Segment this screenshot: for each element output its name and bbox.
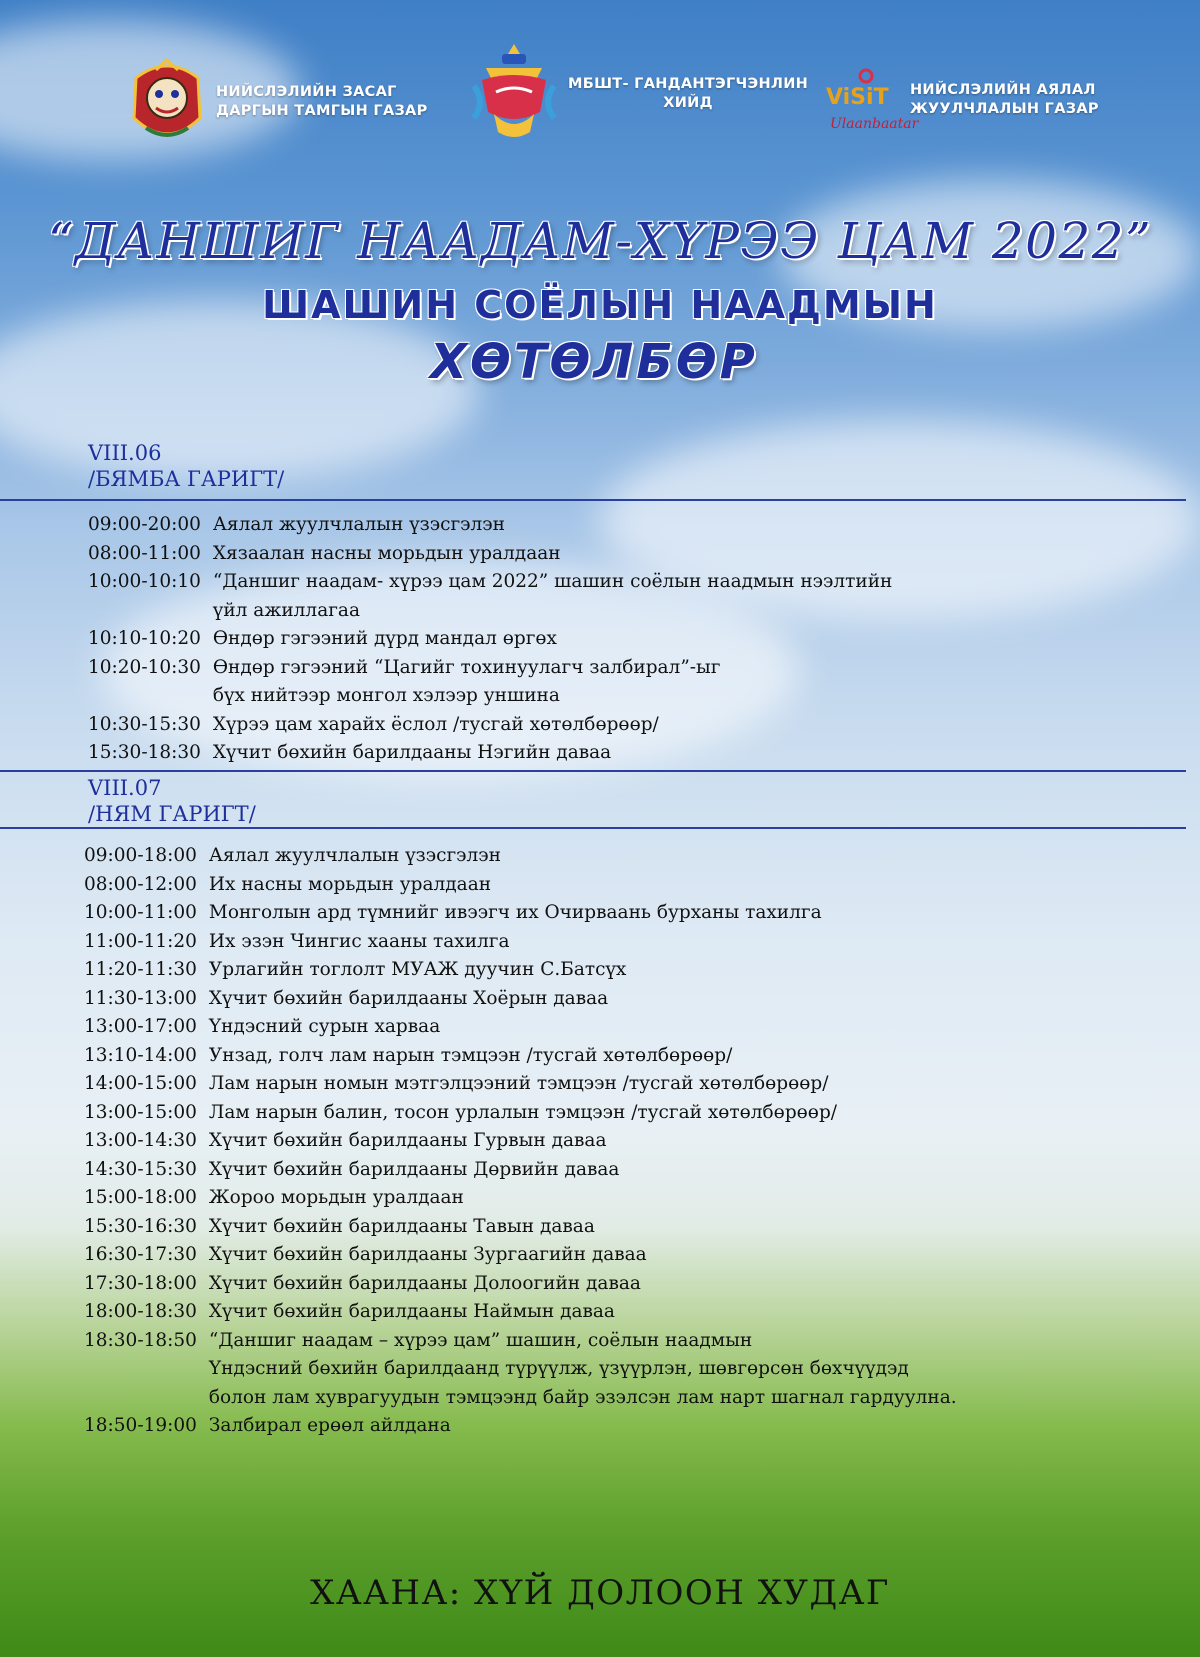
schedule-row [0,711,1200,740]
schedule-row [0,1013,1200,1042]
schedule-time: 18:50-19:00 [84,1415,197,1436]
schedule-row [0,1042,1200,1071]
schedule-description: үйл ажиллагаа [212,599,360,621]
schedule-row [0,1184,1200,1213]
schedule-row [0,1213,1200,1242]
logo-caption [216,83,428,121]
schedule-row [0,956,1200,985]
logo-caption-line: ДАРГЫН ТАМГЫН ГАЗАР [216,103,428,119]
day-header [88,775,256,827]
section-divider [0,499,1186,501]
schedule-time: 18:00-18:30 [84,1301,197,1322]
schedule-row [0,1070,1200,1099]
logo-tourism-department [822,64,1099,136]
schedule-row [0,1241,1200,1270]
schedule-row [0,899,1200,928]
schedule-time: 10:10-10:20 [88,628,201,649]
schedule-row [0,540,1200,569]
schedule-description: Үндэсний бөхийн барилдаанд түрүүлж, үзүүрлэн, шөвгөрсөн бөхчүүдэд [208,1358,909,1379]
schedule-time: 14:00-15:00 [84,1073,197,1094]
schedule-time: 08:00-12:00 [84,873,197,895]
event-location: ХААНА: ХҮЙ ДОЛООН ХУДАГ [310,1573,890,1613]
logo-caption-line: НИЙСЛЭЛИЙН ЗАСАГ [216,84,397,100]
day-weekday: /БЯМБА ГАРИГТ/ [88,467,285,491]
schedule-time: 15:30-16:30 [84,1215,197,1237]
schedule-row [0,1156,1200,1185]
schedule-description: Лам нарын балин, тосон урлалын тэмцээн /тусгай хөтөлбөрөөр/ [208,1101,838,1123]
schedule-time: 13:10-14:00 [84,1044,197,1066]
day-weekday: /НЯМ ГАРИГТ/ [88,802,256,826]
schedule-description: Хүчит бөхийн барилдааны Дөрвийн даваа [208,1158,620,1180]
visit-logo-script: Ulaanbaatar [830,116,919,132]
schedule-description: Монголын ард түмнийг ивээгч их Очирваань бурханы тахилга [208,902,822,923]
schedule-row [0,597,1200,626]
schedule-description: болон лам хуврагуудын тэмцээнд байр эзэлсэн лам нарт шагнал гардуулна. [208,1386,957,1408]
schedule-row [0,511,1200,540]
schedule-row [0,682,1200,711]
schedule-time: 08:00-11:00 [88,542,201,564]
schedule-description: Хүчит бөхийн барилдааны Наймын даваа [208,1301,615,1322]
schedule-description: Урлагийн тоглолт МУАЖ дуучин С.Батсүх [208,959,627,980]
schedule-row [0,625,1200,654]
buddhist-temple-emblem-icon [466,40,562,148]
schedule-description: “Даншиг наадам- хүрээ цам 2022” шашин соёлын наадмын нээлтийн [212,571,893,592]
schedule-description: бүх нийтээр монгол хэлээр уншина [212,685,560,706]
poster-program-heading: ХӨТӨЛБӨР [430,334,758,390]
schedule-row [0,654,1200,683]
schedule-time: 13:00-15:00 [84,1101,197,1123]
schedule-row [0,842,1200,871]
schedule-time: 14:30-15:30 [84,1158,197,1180]
schedule-description: Аялал жуулчлалын үзэсгэлэн [212,514,505,535]
logo-caption-line: ЖУУЛЧЛАЛЫН ГАЗАР [910,101,1099,117]
schedule-row [0,1412,1200,1441]
schedule-time: 09:00-20:00 [88,514,201,535]
schedule-description: Хүчит бөхийн барилдааны Нэгийн даваа [212,742,612,763]
schedule-description: Хүчит бөхийн барилдааны Гурвын даваа [208,1130,607,1151]
schedule-time: 13:00-14:30 [84,1130,197,1151]
schedule-time: 15:30-18:30 [88,742,201,763]
schedule-description: Хязаалан насны морьдын уралдаан [212,542,561,564]
schedule-row [0,739,1200,768]
schedule-list [0,842,1200,1441]
logo-caption-line: ХИЙД [663,95,713,111]
logo-caption [910,81,1099,119]
schedule-row [0,568,1200,597]
schedule-row [0,871,1200,900]
schedule-row [0,985,1200,1014]
visit-logo-letters: ViSiT [826,85,889,110]
logo-caption-line: НИЙСЛЭЛИЙН АЯЛАЛ [910,82,1096,98]
schedule-description: Өндөр гэгээний “Цагийг тохинуулагч залбирал”-ыг [212,656,721,678]
schedule-description: Залбирал ерөөл айлдана [208,1415,451,1436]
schedule-time: 13:00-17:00 [84,1016,197,1037]
schedule-row [0,1298,1200,1327]
visit-ulaanbaatar-logo-icon [822,64,919,136]
schedule-time: 10:00-11:00 [84,902,197,923]
schedule-description: Хүчит бөхийн барилдааны Зургаагийн даваа [208,1244,647,1265]
schedule-description: Хүчит бөхийн барилдааны Долоогийн даваа [208,1272,641,1294]
day-date: VIII.06 [88,441,162,465]
day-header [88,440,284,492]
schedule-time: 15:00-18:00 [84,1187,197,1208]
schedule-row [0,928,1200,957]
schedule-time: 09:00-18:00 [84,845,197,866]
schedule-time: 10:20-10:30 [88,656,201,678]
poster-subtitle: ШАШИН СОЁЛЫН НААДМЫН [262,283,938,327]
logo-city-governor [126,58,428,146]
schedule-row [0,1355,1200,1384]
schedule-time: 11:00-11:20 [84,930,197,952]
schedule-time: 18:30-18:50 [84,1329,197,1351]
schedule-time: 11:30-13:00 [84,987,197,1009]
schedule-row [0,1384,1200,1413]
schedule-description: Жороо морьдын уралдаан [208,1187,464,1208]
day-date: VIII.07 [88,776,162,800]
mongolian-mask-emblem-icon [126,58,208,146]
schedule-row [0,1327,1200,1356]
section-divider [0,770,1186,772]
schedule-time: 10:00-10:10 [88,571,201,592]
section-divider [0,827,1186,829]
schedule-description: Хүчит бөхийн барилдааны Хоёрын даваа [208,987,609,1009]
schedule-list [0,511,1200,768]
schedule-description: Аялал жуулчлалын үзэсгэлэн [208,845,501,866]
schedule-description: Үндэсний сурын харваа [208,1016,441,1037]
logo-caption [568,75,808,113]
schedule-description: Унзад, голч лам нарын тэмцээн /тусгай хөтөлбөрөөр/ [208,1044,733,1066]
schedule-time: 11:20-11:30 [84,959,197,980]
schedule-description: Хүчит бөхийн барилдааны Тавын даваа [208,1215,595,1237]
schedule-time: 17:30-18:00 [84,1272,197,1294]
poster-title: “ДАНШИГ НААДАМ-ХҮРЭЭ ЦАМ 2022” [47,212,1153,270]
schedule-description: Лам нарын номын мэтгэлцээний тэмцээн /тусгай хөтөлбөрөөр/ [208,1073,829,1094]
schedule-description: Өндөр гэгээний дүрд мандал өргөх [212,628,557,649]
logo-gandan-monastery [466,40,808,148]
schedule-description: Хүрээ цам харайх ёслол /тусгай хөтөлбөрөөр/ [212,713,659,735]
schedule-row [0,1270,1200,1299]
schedule-description: “Даншиг наадам – хүрээ цам” шашин, соёлын наадмын [208,1329,753,1351]
schedule-row [0,1099,1200,1128]
schedule-row [0,1127,1200,1156]
schedule-description: Их насны морьдын уралдаан [208,873,492,895]
logo-caption-line: МБШТ- ГАНДАНТЭГЧЭНЛИН [568,76,809,92]
schedule-time: 10:30-15:30 [88,713,201,735]
schedule-description: Их эзэн Чингис хааны тахилга [208,930,510,952]
schedule-time: 16:30-17:30 [84,1244,197,1265]
